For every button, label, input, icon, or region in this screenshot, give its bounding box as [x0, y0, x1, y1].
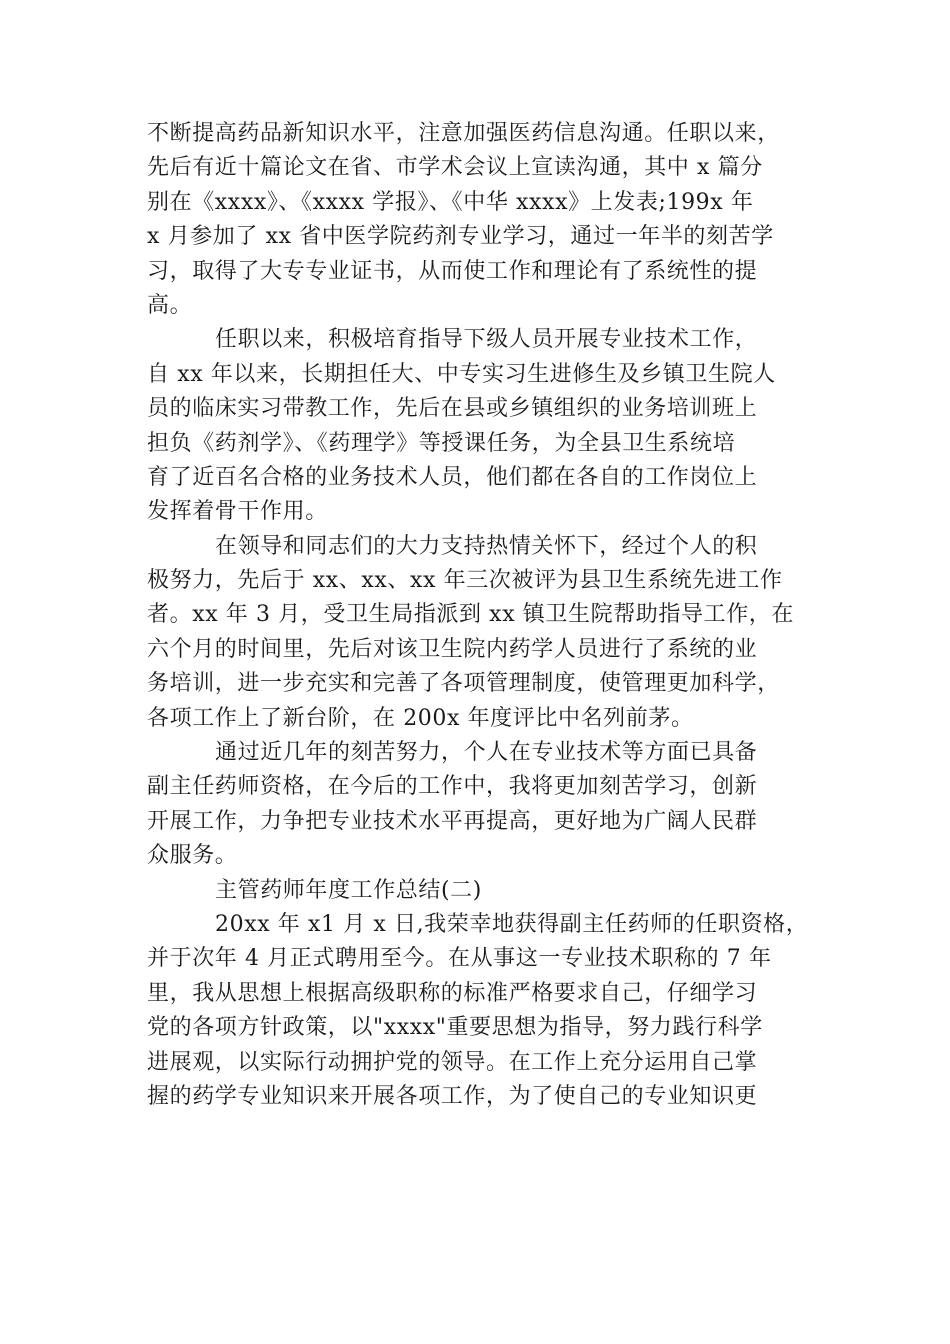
- text-line: 务培训，进一步充实和完善了各项管理制度，使管理更加科学，: [147, 671, 780, 697]
- text-line: 握的药学专业知识来开展各项工作，为了使自己的专业知识更: [147, 1083, 758, 1109]
- text-line: 别在《xxxx》、《xxxx 学报》、《中华 xxxx》上发表;199x 年: [147, 189, 754, 215]
- text-line: 进展观，以实际行动拥护党的领导。在工作上充分运用自己掌: [147, 1049, 758, 1075]
- text-line: 育了近百名合格的业务技术人员，他们都在各自的工作岗位上: [147, 464, 758, 490]
- text-line: 并于次年 4 月正式聘用至今。在从事这一专业技术职称的 7 年: [147, 946, 772, 972]
- text-line: 任职以来，积极培育指导下级人员开展专业技术工作，: [215, 327, 758, 353]
- text-line: 众服务。: [147, 843, 238, 869]
- text-line: 极努力，先后于 xx、xx、xx 年三次被评为县卫生系统先进工作: [147, 568, 783, 594]
- text-line: 先后有近十篇论文在省、市学术会议上宣读沟通，其中 x 篇分: [147, 155, 763, 181]
- text-line: 发挥着骨干作用。: [147, 499, 328, 525]
- text-line: 副主任药师资格，在今后的工作中，我将更加刻苦学习，创新: [147, 774, 758, 800]
- text-line: 不断提高药品新知识水平，注意加强医药信息沟通。任职以来，: [147, 121, 780, 146]
- text-line: 党的各项方针政策，以"xxxx"重要思想为指导，努力践行科学: [147, 1015, 763, 1041]
- text-line: 高。: [147, 292, 193, 318]
- text-line: 开展工作，力争把专业技术水平再提高，更好地为广阔人民群: [147, 808, 758, 834]
- text-line: 在领导和同志们的大力支持热情关怀下，经过个人的积: [215, 533, 758, 559]
- text-line: 20xx 年 x1 月 x 日,我荣幸地获得副主任药师的任职资格，: [215, 911, 809, 937]
- text-line: 里，我从思想上根据高级职称的标准严格要求自己，仔细学习: [147, 980, 758, 1006]
- text-line: 担负《药剂学》、《药理学》等授课任务，为全县卫生系统培: [147, 430, 736, 456]
- text-line: 自 xx 年以来，长期担任大、中专实习生进修生及乡镇卫生院人: [147, 361, 776, 387]
- text-line: 员的临床实习带教工作，先后在县或乡镇组织的业务培训班上: [147, 396, 758, 422]
- text-line: x 月参加了 xx 省中医学院药剂专业学习，通过一年半的刻苦学: [147, 224, 774, 250]
- text-line: 者。xx 年 3 月，受卫生局指派到 xx 镇卫生院帮助指导工作，在: [147, 602, 794, 628]
- text-line: 习，取得了大专专业证书，从而使工作和理论有了系统性的提: [147, 258, 758, 284]
- document-body: [147, 117, 807, 1114]
- text-line: 六个月的时间里，先后对该卫生院内药学人员进行了系统的业: [147, 636, 758, 662]
- text-line: 各项工作上了新台阶，在 200x 年度评比中名列前茅。: [147, 705, 694, 731]
- text-line: 通过近几年的刻苦努力，个人在专业技术等方面已具备: [215, 740, 758, 766]
- text-line: 主管药师年度工作总结(二): [215, 877, 482, 903]
